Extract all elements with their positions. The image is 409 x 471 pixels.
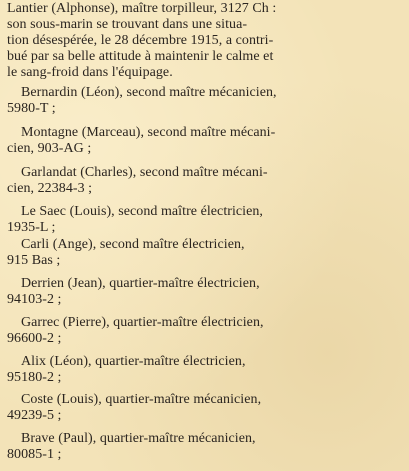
entry-line: cien, 903-AG ; [7, 141, 92, 156]
entry-line: bué par sa belle attitude à maintenir le calme et [7, 49, 274, 64]
citation-entry [7, 354, 403, 386]
entry-line: Brave (Paul), quartier-maître mécanicien, [21, 431, 256, 446]
entry-line: Garlandat (Charles), second maître mécani- [21, 165, 268, 180]
entry-line: Alix (Léon), quartier-maître électricien, [21, 354, 246, 369]
entry-line: tion désespérée, le 28 décembre 1915, a contri- [7, 33, 274, 48]
citation-entry [7, 315, 403, 347]
citation-entry [7, 125, 403, 157]
entry-line: 915 Bas ; [7, 253, 61, 268]
entry-line: Garrec (Pierre), quartier-maître électricien, [21, 315, 264, 330]
entry-line: son sous-marin se trouvant dans une situa- [7, 17, 248, 32]
entry-line: Montagne (Marceau), second maître mécani- [21, 125, 276, 140]
entry-line: 49239-5 ; [7, 408, 62, 423]
citation-entry [7, 237, 403, 269]
entry-line: 96600-2 ; [7, 331, 62, 346]
citation-entry [7, 204, 403, 236]
citation-entry [7, 85, 403, 117]
citation-entry [7, 1, 403, 81]
entry-line: 95180-2 ; [7, 370, 62, 385]
entry-line: Le Saec (Louis), second maître électricien, [21, 204, 263, 219]
entry-line: cien, 22384-3 ; [7, 181, 93, 196]
entry-line: Carli (Ange), second maître électricien, [21, 237, 245, 252]
entry-line: 5980-T ; [7, 101, 56, 116]
citation-entry [7, 276, 403, 308]
entry-line: Coste (Louis), quartier-maître mécanicien, [21, 392, 262, 407]
entry-line: le sang-froid dans l'équipage. [7, 65, 173, 80]
entry-line: Derrien (Jean), quartier-maître électricien, [21, 276, 260, 291]
citation-entry [7, 392, 403, 424]
entry-line: Bernardin (Léon), second maître mécanicien, [21, 85, 277, 100]
entry-line: 1935-L ; [7, 220, 56, 235]
entry-line: 94103-2 ; [7, 292, 62, 307]
citation-entry [7, 165, 403, 197]
citation-entry [7, 431, 403, 463]
entry-line: Lantier (Alphonse), maître torpilleur, 3127 Ch : [7, 1, 277, 16]
entry-line: 80085-1 ; [7, 447, 62, 462]
